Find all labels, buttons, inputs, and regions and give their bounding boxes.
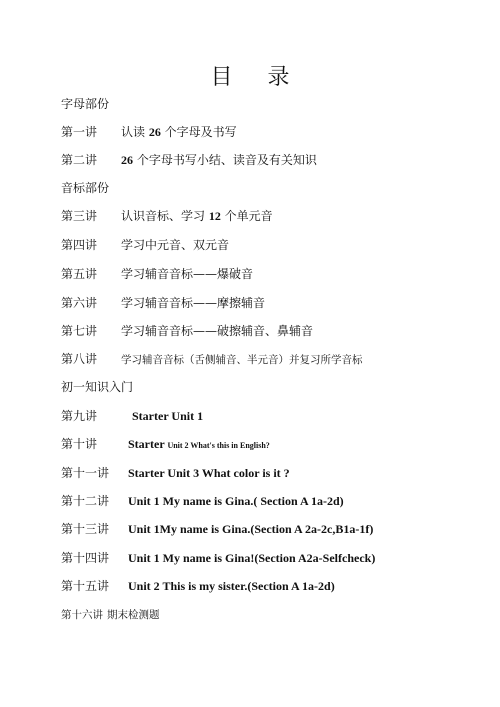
lesson-number: 第十讲 xyxy=(61,437,98,451)
lesson-number: 第十五讲 xyxy=(61,579,110,593)
lesson-number: 第一讲 xyxy=(61,125,98,139)
lesson-number: 第四讲 xyxy=(61,238,98,252)
toc-entry-9 xyxy=(61,408,203,424)
page-title: 目 录 xyxy=(210,65,304,90)
toc-entry-2 xyxy=(61,152,317,168)
lesson-topic: 学习辅音音标——破擦辅音、鼻辅音 xyxy=(121,324,314,338)
toc-entry-16 xyxy=(61,607,160,623)
lesson-number: 第六讲 xyxy=(61,296,98,310)
lesson-topic: Starter Unit 2 What's this in English? xyxy=(128,437,270,451)
lesson-number: 第九讲 xyxy=(61,409,98,423)
lesson-topic: Unit 1 My name is Gina.( Section A 1a-2d) xyxy=(128,494,344,508)
toc-entry-11 xyxy=(61,465,290,481)
toc-entry-12 xyxy=(61,493,344,509)
lesson-topic: 学习辅音音标（舌侧辅音、半元音）并复习所学音标 xyxy=(121,354,363,366)
lesson-topic: Unit 1 My name is Gina!(Section A2a-Selfcheck) xyxy=(128,551,376,565)
lesson-topic: 认识音标、学习 12 个单元音 xyxy=(121,209,273,223)
toc-entry-3 xyxy=(61,208,273,224)
toc-entry-14 xyxy=(61,550,375,566)
lesson-number: 第十三讲 xyxy=(61,522,110,536)
lesson-topic: 学习辅音音标——爆破音 xyxy=(121,267,254,281)
section-heading-phonetics: 音标部份 xyxy=(61,181,110,195)
lesson-topic: Unit 2 This is my sister.(Section A 1a-2d) xyxy=(128,579,335,593)
toc-entry-4 xyxy=(61,237,229,253)
toc-entry-5 xyxy=(61,266,253,282)
lesson-number: 第二讲 xyxy=(61,153,98,167)
toc-entry-6 xyxy=(61,295,265,311)
lesson-number: 第八讲 xyxy=(61,352,98,366)
toc-entry-15 xyxy=(61,578,335,594)
lesson-number: 第三讲 xyxy=(61,209,98,223)
lesson-number: 第十四讲 xyxy=(61,551,110,565)
toc-entry-8 xyxy=(61,351,363,368)
lesson-number: 第十六讲 xyxy=(61,609,103,621)
lesson-topic: Unit 1My name is Gina.(Section A 2a-2c,B1a-1f) xyxy=(128,522,374,536)
toc-entry-13 xyxy=(61,521,373,537)
lesson-topic: 学习辅音音标——摩擦辅音 xyxy=(121,296,266,310)
section-heading-intro: 初一知识入门 xyxy=(61,380,134,394)
toc-entry-1 xyxy=(61,124,237,140)
lesson-number: 第十二讲 xyxy=(61,494,110,508)
lesson-topic: 26 个字母书写小结、读音及有关知识 xyxy=(121,153,317,167)
toc-entry-10 xyxy=(61,436,270,454)
lesson-topic: Starter Unit 1 xyxy=(132,409,204,423)
lesson-number: 第五讲 xyxy=(61,267,98,281)
lesson-topic: 期末检测题 xyxy=(107,609,160,621)
lesson-number: 第十一讲 xyxy=(61,466,110,480)
toc-entry-7 xyxy=(61,323,313,339)
lesson-number: 第七讲 xyxy=(61,324,98,338)
lesson-topic: 认读 26 个字母及书写 xyxy=(121,125,237,139)
section-heading-letters: 字母部份 xyxy=(61,97,110,111)
lesson-topic: Starter Unit 3 What color is it ? xyxy=(128,466,290,480)
lesson-topic: 学习中元音、双元音 xyxy=(121,238,230,252)
